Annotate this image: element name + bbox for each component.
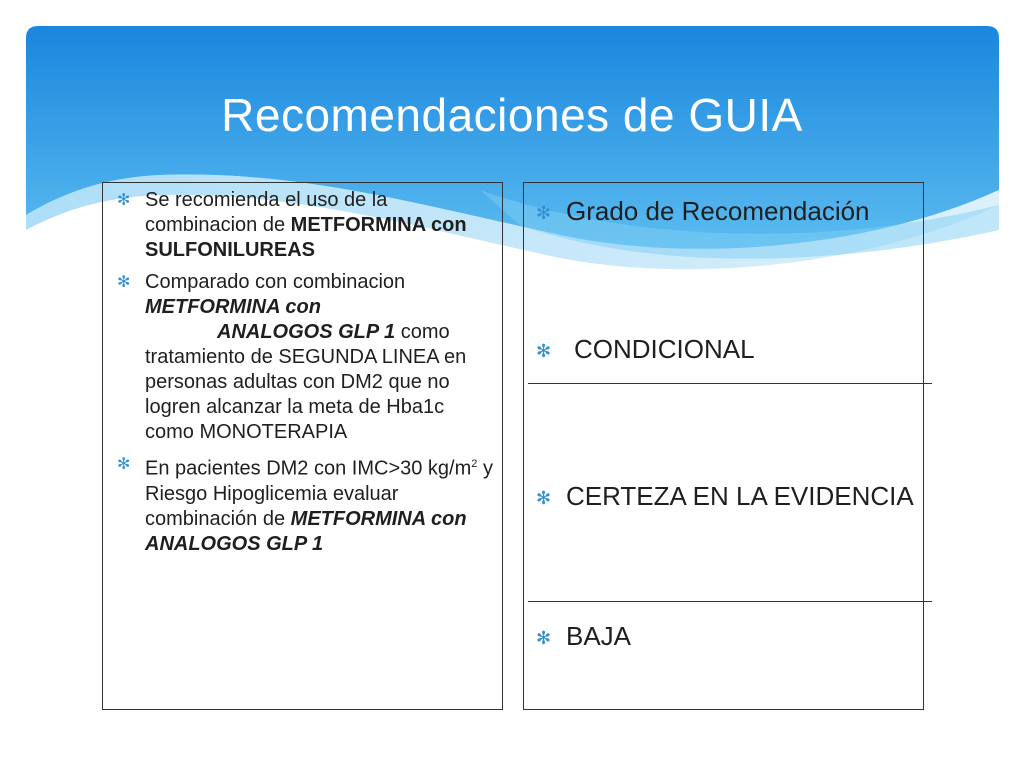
list-item xyxy=(117,188,497,263)
item3-text-b: y Riesgo Hipoglicemia evaluar combinación de xyxy=(145,457,493,530)
asterisk-bullet-icon: ✻ xyxy=(117,274,131,291)
baja-label: BAJA xyxy=(566,621,632,651)
asterisk-bullet-icon: ✻ xyxy=(536,341,552,361)
certeza-label: CERTEZA EN LA EVIDENCIA xyxy=(566,481,914,511)
item3-bold: METFORMINA con ANALOGOS GLP 1 xyxy=(145,507,467,555)
list-item xyxy=(117,452,497,557)
item2-text-b: como tratamiento de SEGUNDA LINEA en personas adultas con DM2 que no logren alcanzar la meta de Hba1c como MONOTERAPIA xyxy=(145,321,467,443)
grado-label: Grado de Recomendación xyxy=(566,196,870,226)
certeza-item xyxy=(536,476,916,517)
item2-bold-a: METFORMINA con xyxy=(145,296,321,318)
item2-text-a: Comparado con combinacion xyxy=(145,271,406,293)
divider-line xyxy=(528,601,932,602)
item3-sup: 2 xyxy=(471,458,478,470)
slide-title: Recomendaciones de GUIA xyxy=(221,89,803,141)
baja-item xyxy=(536,616,916,657)
list-item xyxy=(117,270,497,445)
asterisk-bullet-icon: ✻ xyxy=(117,192,131,209)
grado-item xyxy=(536,191,916,232)
asterisk-bullet-icon: ✻ xyxy=(536,203,552,223)
left-panel xyxy=(102,182,503,710)
item3-text-a: En pacientes DM2 con IMC>30 kg/m xyxy=(145,457,472,480)
condicional-item xyxy=(536,329,916,370)
item1-text: Se recomienda el uso de la combinacion de xyxy=(145,189,388,236)
asterisk-bullet-icon: ✻ xyxy=(536,628,552,648)
asterisk-bullet-icon: ✻ xyxy=(536,488,552,508)
left-bullet-list xyxy=(117,188,497,564)
item2-bold-b: ANALOGOS GLP 1 xyxy=(217,321,396,343)
item1-bold: METFORMINA con SULFONILUREAS xyxy=(145,214,467,261)
right-panel xyxy=(523,182,924,710)
divider-line xyxy=(528,383,932,384)
asterisk-bullet-icon: ✻ xyxy=(117,456,131,473)
condicional-label: CONDICIONAL xyxy=(574,334,755,364)
